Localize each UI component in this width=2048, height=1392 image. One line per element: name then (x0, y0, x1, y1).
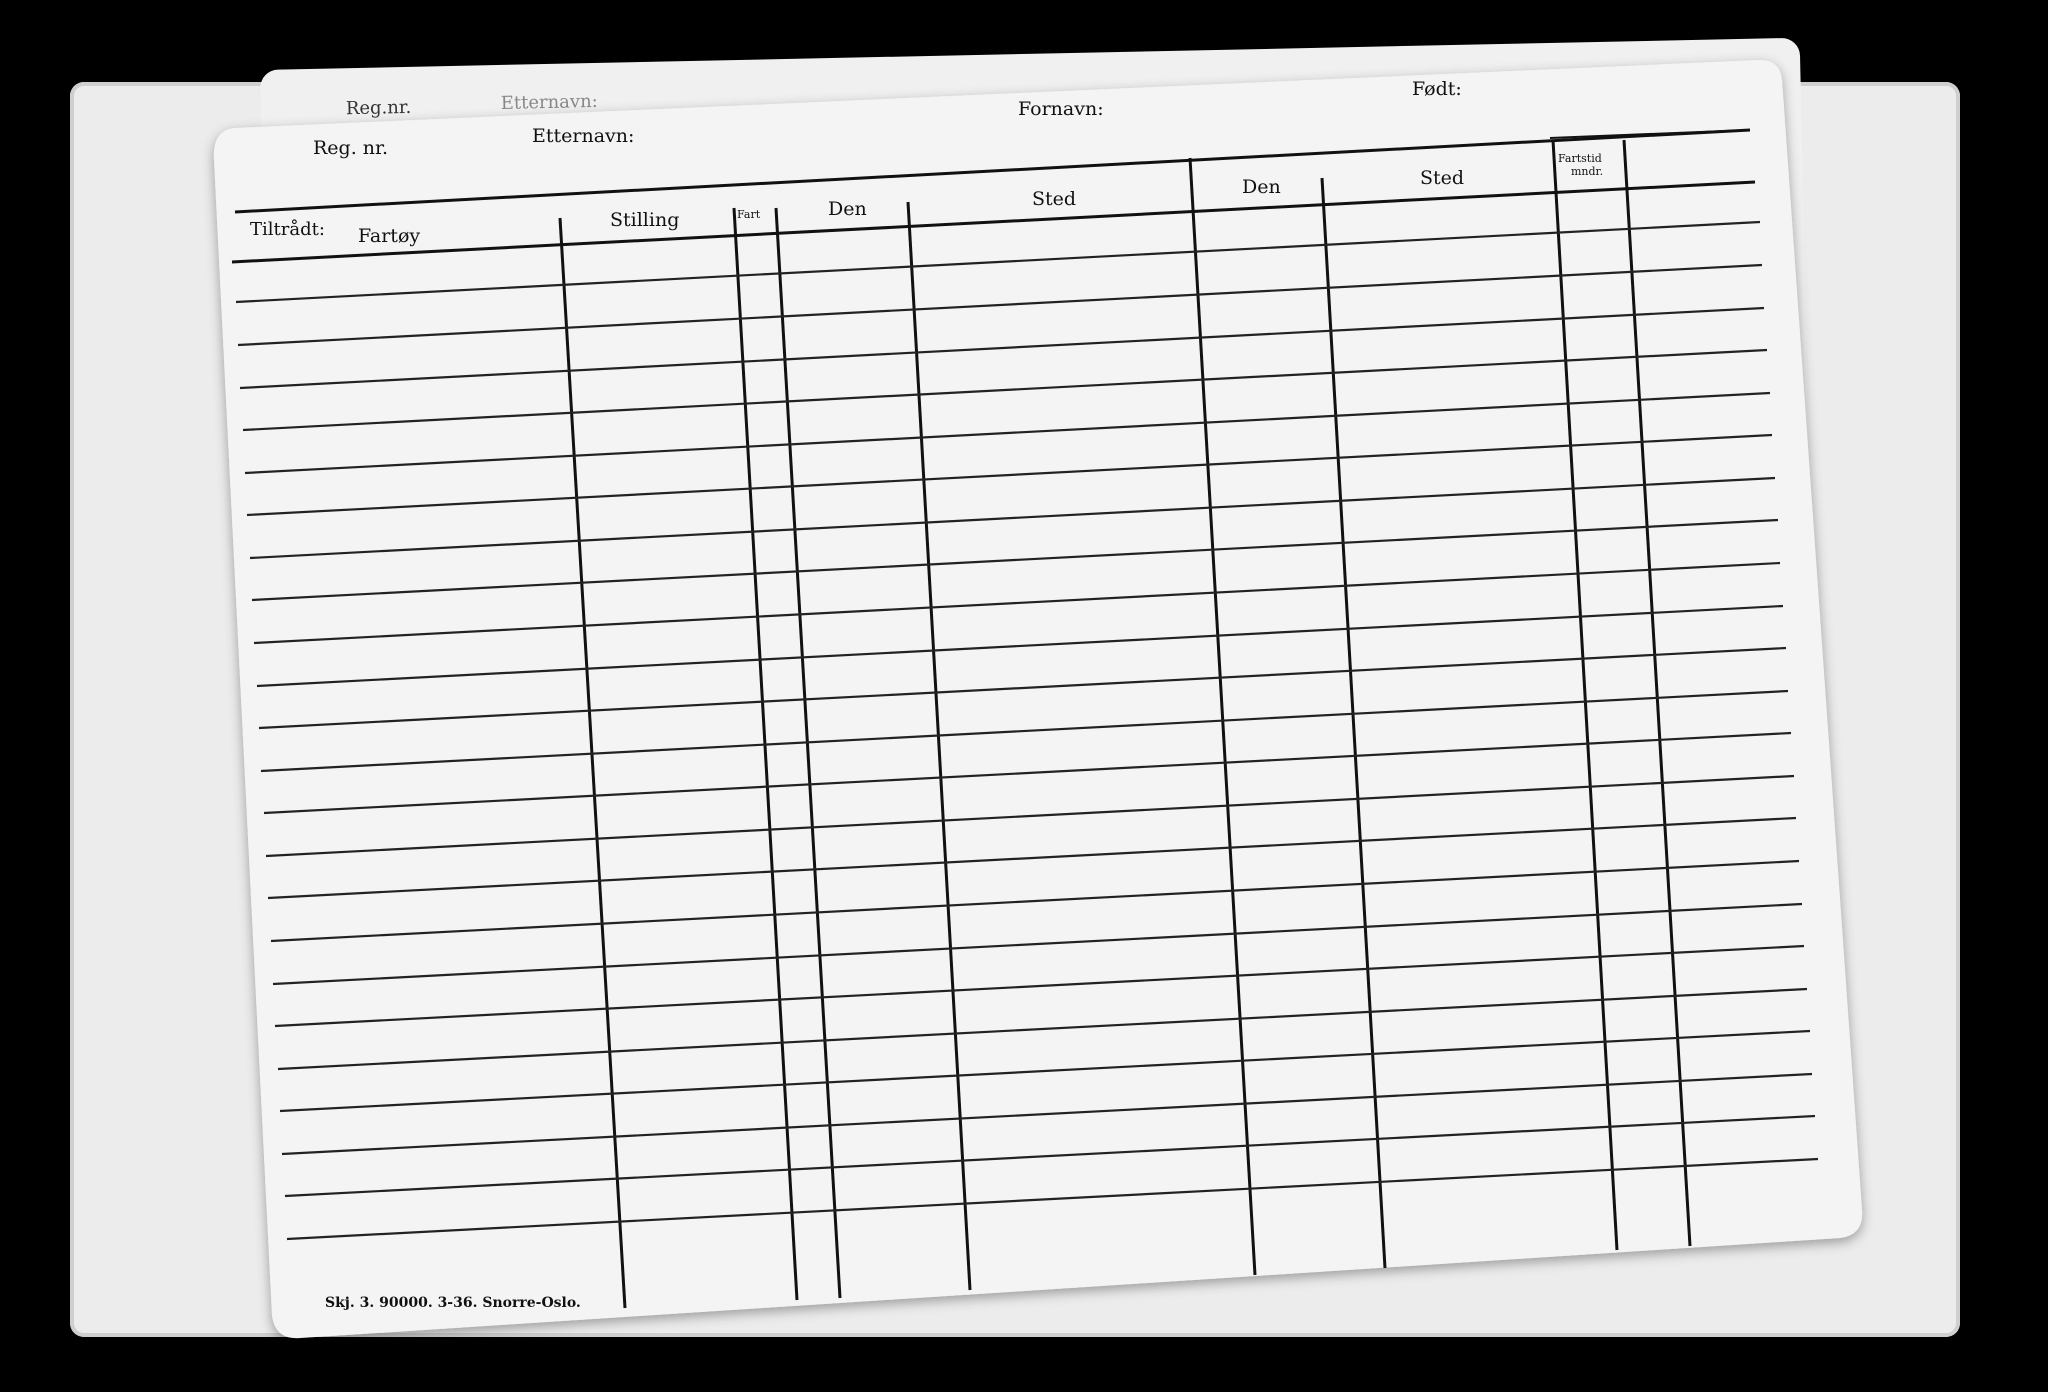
column-den-2: Den (1242, 176, 1281, 198)
back-card-reg-nr-label: Reg.nr. (345, 96, 412, 120)
column-fart: Fart (737, 208, 761, 221)
column-mndr: mndr. (1571, 165, 1604, 178)
footer-print-info: Skj. 3. 90000. 3-36. Snorre-Oslo. (325, 1295, 581, 1311)
column-sted-1: Sted (1032, 188, 1077, 210)
back-card-etternavn-label: Etternavn: (500, 90, 598, 114)
column-stilling: Stilling (610, 209, 680, 231)
fornavn-label: Fornavn: (1018, 98, 1104, 120)
column-sted-2: Sted (1420, 167, 1465, 189)
tiltradt-label: Tiltrådt: (250, 219, 325, 240)
etternavn-label: Etternavn: (532, 125, 635, 147)
reg-nr-label: Reg. nr. (313, 137, 389, 159)
fodt-label: Født: (1412, 78, 1462, 100)
column-fartoy: Fartøy (358, 225, 421, 247)
column-fartstid: Fartstid (1558, 152, 1602, 165)
column-den-1: Den (828, 198, 867, 220)
